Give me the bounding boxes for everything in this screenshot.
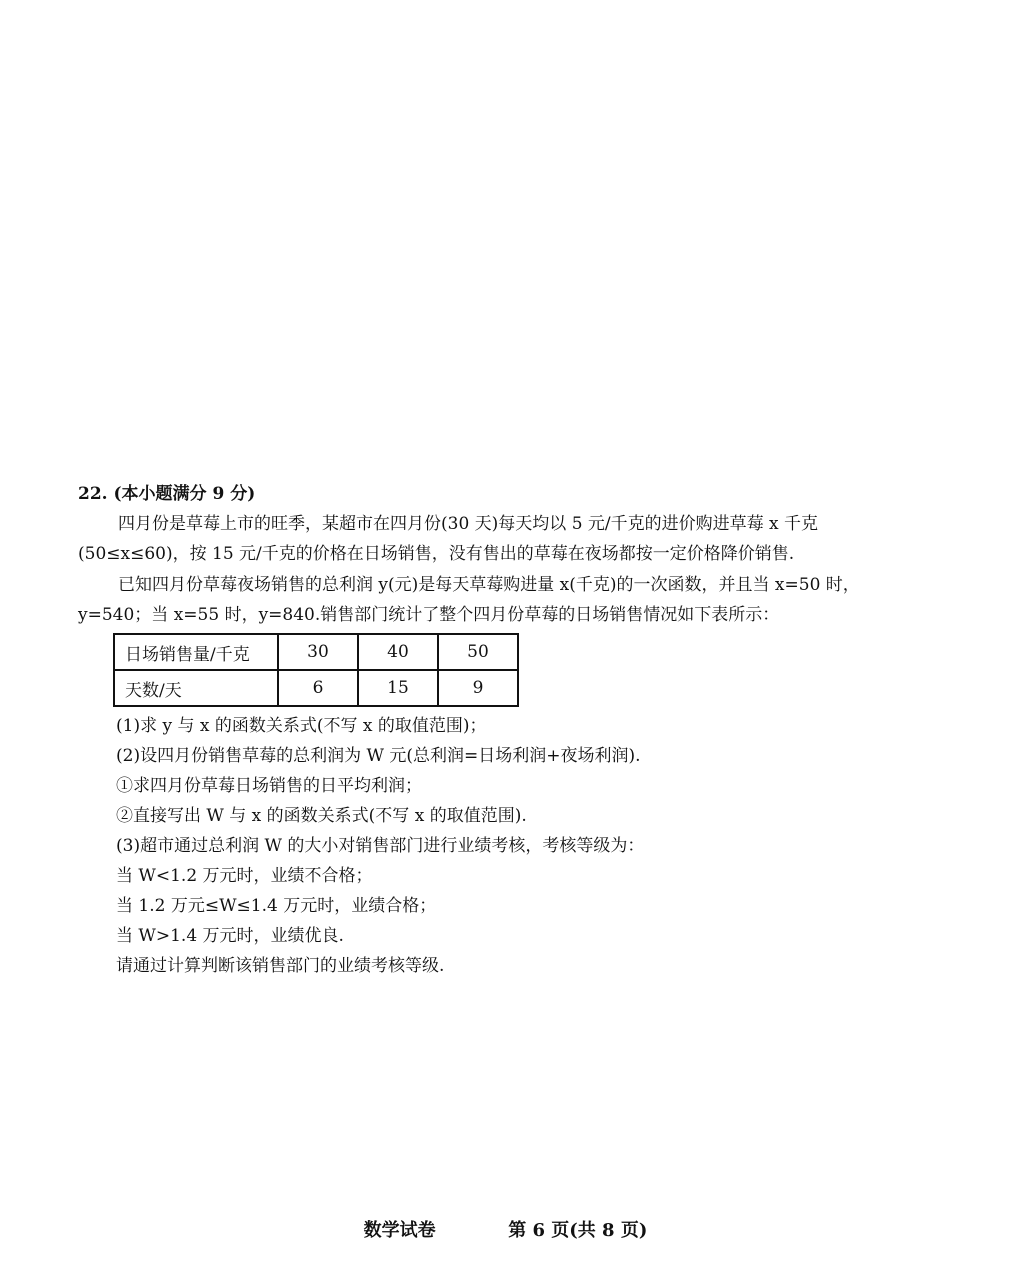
table-cell: 40 bbox=[358, 634, 438, 670]
part-3-condition-1: 当 W<1.2 万元时，业绩不合格； bbox=[116, 866, 373, 886]
table-row bbox=[114, 670, 518, 706]
part-3: (3)超市通过总利润 W 的大小对销售部门进行业绩考核，考核等级为： bbox=[116, 836, 645, 856]
table-cell: 50 bbox=[438, 634, 518, 670]
table-row-header: 日场销售量/千克 bbox=[114, 634, 278, 670]
page-footer bbox=[0, 1216, 1011, 1242]
part-2-a: ①求四月份草莓日场销售的日平均利润； bbox=[116, 776, 422, 796]
question-header: 22. (本小题满分 9 分) bbox=[78, 484, 256, 504]
paragraph-1-line-1: 四月份是草莓上市的旺季，某超市在四月份(30 天)每天均以 5 元/千克的进价购进草莓 x 千克 bbox=[118, 514, 819, 534]
part-3-condition-2: 当 1.2 万元≤W≤1.4 万元时，业绩合格； bbox=[116, 896, 437, 916]
paragraph-2-line-1: 已知四月份草莓夜场销售的总利润 y(元)是每天草莓购进量 x(千克)的一次函数，并且当 x=50 时， bbox=[118, 575, 860, 595]
table-cell: 30 bbox=[278, 634, 358, 670]
part-3-instruction: 请通过计算判断该销售部门的业绩考核等级. bbox=[116, 956, 445, 976]
table-cell: 6 bbox=[278, 670, 358, 706]
table-row-header: 天数/天 bbox=[114, 670, 278, 706]
footer-subject: 数学试卷 bbox=[363, 1220, 436, 1241]
part-2-b: ②直接写出 W 与 x 的函数关系式(不写 x 的取值范围). bbox=[116, 806, 527, 826]
part-3-condition-3: 当 W>1.4 万元时，业绩优良. bbox=[116, 926, 344, 946]
paragraph-2-line-2: y=540；当 x=55 时，y=840.销售部门统计了整个四月份草莓的日场销售情况如下表所示： bbox=[78, 605, 780, 625]
table-cell: 15 bbox=[358, 670, 438, 706]
table-row bbox=[114, 634, 518, 670]
sales-table bbox=[113, 633, 519, 707]
part-2: (2)设四月份销售草莓的总利润为 W 元(总利润=日场利润+夜场利润). bbox=[116, 746, 641, 766]
footer-page-number: 第 6 页(共 8 页) bbox=[508, 1220, 648, 1241]
paragraph-1-line-2: (50≤x≤60)，按 15 元/千克的价格在日场销售，没有售出的草莓在夜场都按一定价格降价销售. bbox=[78, 544, 795, 564]
table-cell: 9 bbox=[438, 670, 518, 706]
part-1: (1)求 y 与 x 的函数关系式(不写 x 的取值范围)； bbox=[116, 716, 487, 736]
